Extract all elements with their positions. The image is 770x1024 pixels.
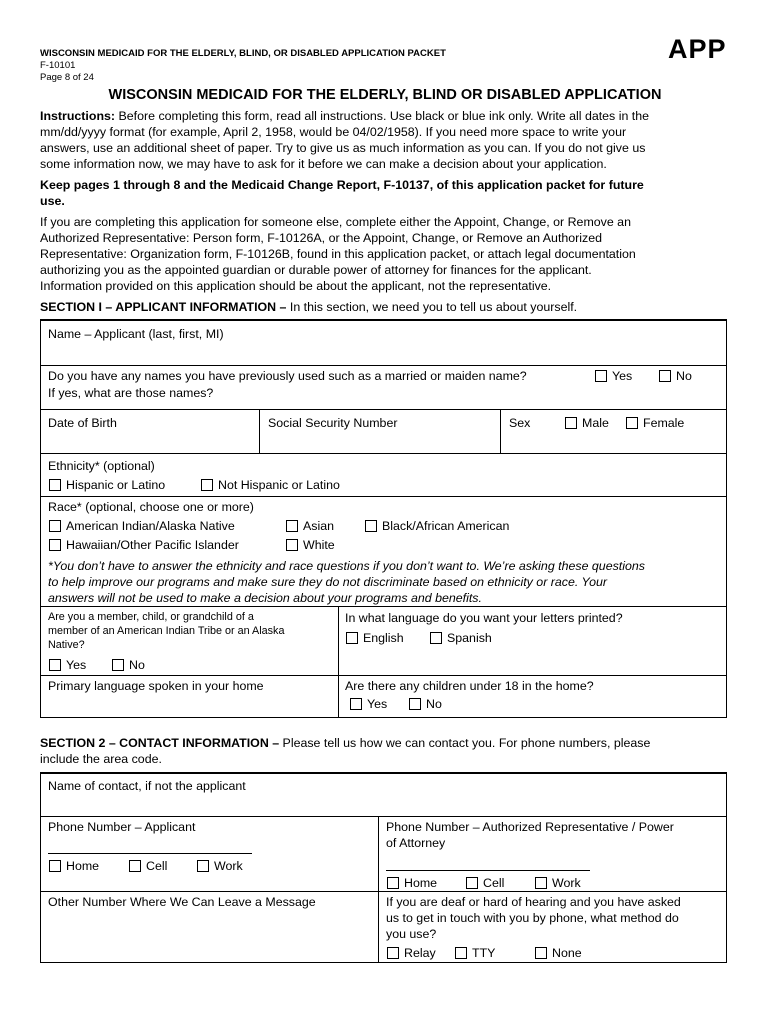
instructions-text-1: Before completing this form, read all instructions. Use black or blue ink only. Write all dates in the — [115, 109, 650, 123]
sex-male-label: Male — [582, 416, 609, 430]
other-number-field[interactable] — [42, 911, 376, 961]
sex-female-label: Female — [643, 416, 685, 430]
phone-rep-label-line-2: of Attorney — [386, 836, 446, 850]
section-2-title: SECTION 2 – CONTACT INFORMATION – — [40, 736, 280, 750]
checkbox-icon[interactable] — [409, 698, 421, 710]
instructions-line-3: answers, use an additional sheet of paper. Try to give us as much information as you can. If you do not give us — [40, 141, 646, 155]
checkbox-icon[interactable] — [49, 520, 61, 532]
checkbox-icon[interactable] — [129, 860, 141, 872]
phone-applicant-work[interactable] — [197, 859, 243, 874]
ethnicity-hispanic-label: Hispanic or Latino — [66, 478, 166, 492]
instructions-line-2: mm/dd/yyyy format (for example, April 2, 1958, would be 04/02/1958). If you need more space to write your — [40, 125, 627, 139]
race-american-indian[interactable] — [49, 519, 235, 534]
applicant-name-field[interactable] — [42, 342, 724, 364]
checkbox-icon[interactable] — [49, 860, 61, 872]
checkbox-icon[interactable] — [112, 659, 124, 671]
ethnicity-label: Ethnicity* (optional) — [48, 459, 155, 473]
keep-pages-line-2: use. — [40, 194, 65, 208]
phone-rep-home[interactable] — [387, 876, 437, 891]
checkbox-icon[interactable] — [197, 860, 209, 872]
children-yes[interactable] — [350, 697, 387, 712]
phone-applicant-home[interactable] — [49, 859, 99, 874]
phone-rep-cell-label: Cell — [483, 876, 505, 890]
contact-method-none[interactable] — [535, 946, 582, 961]
checkbox-icon[interactable] — [565, 417, 577, 429]
section-2-subtext-2: include the area code. — [40, 752, 162, 766]
checkbox-icon[interactable] — [430, 632, 442, 644]
instructions-line-4: some information now, we may have to ask for it before we can make a decision about your application. — [40, 157, 607, 171]
section-1-subtext: In this section, we need you to tell us about yourself. — [286, 300, 578, 314]
instructions-label: Instructions: — [40, 109, 116, 123]
phone-rep-field[interactable] — [386, 870, 590, 871]
checkbox-icon[interactable] — [365, 520, 377, 532]
checkbox-icon[interactable] — [286, 539, 298, 551]
contact-name-field[interactable] — [42, 795, 724, 815]
race-asian-label: Asian — [303, 519, 334, 533]
tribe-question-line-1: Are you a member, child, or grandchild of a — [48, 611, 254, 623]
checkbox-icon[interactable] — [595, 370, 607, 382]
ethnicity-note-line-2: to help improve our programs and make sure they do not discriminate based on ethnicity or race. Your — [48, 575, 608, 589]
app-badge: APP — [668, 34, 727, 64]
checkbox-icon[interactable] — [346, 632, 358, 644]
checkbox-icon[interactable] — [350, 698, 362, 710]
tribe-question-line-2: member of an American Indian Tribe or an Alaska — [48, 625, 285, 637]
previous-names-yes-label: Yes — [612, 369, 633, 383]
race-hawaiian-label: Hawaiian/Other Pacific Islander — [66, 538, 239, 552]
ethnicity-not-hispanic[interactable] — [201, 478, 340, 493]
section-1-heading — [40, 300, 577, 316]
phone-applicant-work-label: Work — [214, 859, 243, 873]
sex-female[interactable] — [626, 416, 684, 431]
sex-male[interactable] — [565, 416, 609, 431]
race-american-indian-label: American Indian/Alaska Native — [66, 519, 235, 533]
primary-language-field[interactable] — [42, 695, 336, 715]
previous-names-followup: If yes, what are those names? — [48, 386, 214, 400]
contact-method-tty[interactable] — [455, 946, 495, 961]
section-1-title: SECTION I – APPLICANT INFORMATION – — [40, 300, 287, 314]
checkbox-icon[interactable] — [466, 877, 478, 889]
rep-line-3: Representative: Organization form, F-10126B, found in this application packet, or attach legal documentation — [40, 247, 636, 261]
tribe-no[interactable] — [112, 658, 145, 673]
packet-title: WISCONSIN MEDICAID FOR THE ELDERLY, BLIND, OR DISABLED APPLICATION PACKET — [40, 48, 446, 59]
phone-applicant-label: Phone Number – Applicant — [48, 820, 196, 834]
contact-name-label: Name of contact, if not the applicant — [48, 779, 246, 793]
ssn-label: Social Security Number — [268, 416, 398, 430]
form-number: F-10101 — [40, 60, 76, 71]
race-white[interactable] — [286, 538, 335, 553]
rep-line-2: Authorized Representative: Person form, F-10126A, or the Appoint, Change, or Remove an Authorized — [40, 231, 603, 245]
rep-line-4: authorizing you as the appointed guardian or durable power of attorney for finances for the applicant. — [40, 263, 592, 277]
tribe-no-label: No — [129, 658, 145, 672]
children-yes-label: Yes — [367, 697, 388, 711]
previous-names-no-label: No — [676, 369, 692, 383]
tribe-question-line-3: Native? — [48, 639, 85, 651]
contact-method-relay-label: Relay — [404, 946, 436, 960]
checkbox-icon[interactable] — [49, 539, 61, 551]
section-2-subtext-1: Please tell us how we can contact you. For phone numbers, please — [279, 736, 651, 750]
phone-rep-label-line-1: Phone Number – Authorized Representative / Power — [386, 820, 674, 834]
sex-label: Sex — [509, 416, 531, 430]
ethnicity-not-hispanic-label: Not Hispanic or Latino — [218, 478, 340, 492]
section-1-top-border — [40, 319, 727, 321]
previous-names-yes[interactable] — [595, 369, 632, 384]
checkbox-icon[interactable] — [286, 520, 298, 532]
contact-method-relay[interactable] — [387, 946, 436, 961]
checkbox-icon[interactable] — [659, 370, 671, 382]
race-label: Race* (optional, choose one or more) — [48, 500, 254, 514]
ethnicity-hispanic[interactable] — [49, 478, 165, 493]
applicant-name-label: Name – Applicant (last, first, MI) — [48, 327, 224, 341]
letters-language-question: In what language do you want your letters printed? — [345, 611, 623, 625]
contact-method-none-label: None — [552, 946, 582, 960]
dob-label: Date of Birth — [48, 416, 117, 430]
tribe-yes[interactable] — [49, 658, 86, 673]
checkbox-icon[interactable] — [455, 947, 467, 959]
tribe-yes-label: Yes — [66, 658, 87, 672]
deaf-question-line-2: us to get in touch with you by phone, what method do — [386, 911, 679, 925]
ethnicity-note-line-3: answers will not be used to make a decision about your programs and benefits. — [48, 591, 482, 605]
checkbox-icon[interactable] — [535, 877, 547, 889]
checkbox-icon[interactable] — [387, 877, 399, 889]
keep-pages-line-1: Keep pages 1 through 8 and the Medicaid Change Report, F-10137, of this application packet for future — [40, 178, 644, 192]
children-no-label: No — [426, 697, 442, 711]
phone-applicant-cell-label: Cell — [146, 859, 168, 873]
phone-applicant-home-label: Home — [66, 859, 100, 873]
letters-english[interactable] — [346, 631, 404, 646]
page-number: Page 8 of 24 — [40, 72, 94, 83]
phone-rep-home-label: Home — [404, 876, 438, 890]
children-question: Are there any children under 18 in the home? — [345, 679, 594, 693]
dob-field[interactable] — [42, 432, 257, 452]
previous-names-question: Do you have any names you have previously used such as a married or maiden name? — [48, 369, 527, 383]
phone-rep-cell[interactable] — [466, 876, 504, 891]
deaf-question-line-3: you use? — [386, 927, 437, 941]
phone-applicant-cell[interactable] — [129, 859, 167, 874]
children-no[interactable] — [409, 697, 442, 712]
race-white-label: White — [303, 538, 335, 552]
instructions-line-1 — [40, 109, 649, 125]
phone-rep-work-label: Work — [552, 876, 581, 890]
rep-line-1: If you are completing this application for someone else, complete either the Appoint, Change, or Remove an — [40, 215, 631, 229]
race-hawaiian[interactable] — [49, 538, 239, 553]
race-black[interactable] — [365, 519, 509, 534]
deaf-question-line-1: If you are deaf or hard of hearing and you have asked — [386, 895, 681, 909]
checkbox-icon[interactable] — [49, 659, 61, 671]
checkbox-icon[interactable] — [535, 947, 547, 959]
ethnicity-note-line-1: *You don’t have to answer the ethnicity and race questions if you don’t want to. We’re asking these questions — [48, 559, 645, 573]
section-2-heading — [40, 736, 650, 752]
previous-names-no[interactable] — [659, 369, 692, 384]
checkbox-icon[interactable] — [626, 417, 638, 429]
rep-line-5: Information provided on this application should be about the applicant, not the representative. — [40, 279, 552, 293]
ssn-field[interactable] — [262, 432, 498, 452]
race-black-label: Black/African American — [382, 519, 510, 533]
section-2-top-border — [40, 772, 727, 774]
letters-spanish[interactable] — [430, 631, 492, 646]
page-title: WISCONSIN MEDICAID FOR THE ELDERLY, BLIND OR DISABLED APPLICATION — [108, 87, 662, 103]
checkbox-icon[interactable] — [387, 947, 399, 959]
race-asian[interactable] — [286, 519, 334, 534]
phone-rep-work[interactable] — [535, 876, 581, 891]
letters-english-label: English — [363, 631, 404, 645]
other-number-label: Other Number Where We Can Leave a Message — [48, 895, 316, 909]
contact-method-tty-label: TTY — [472, 946, 496, 960]
letters-spanish-label: Spanish — [447, 631, 492, 645]
primary-language-label: Primary language spoken in your home — [48, 679, 264, 693]
checkbox-icon[interactable] — [201, 479, 213, 491]
checkbox-icon[interactable] — [49, 479, 61, 491]
phone-applicant-field[interactable] — [48, 853, 252, 854]
